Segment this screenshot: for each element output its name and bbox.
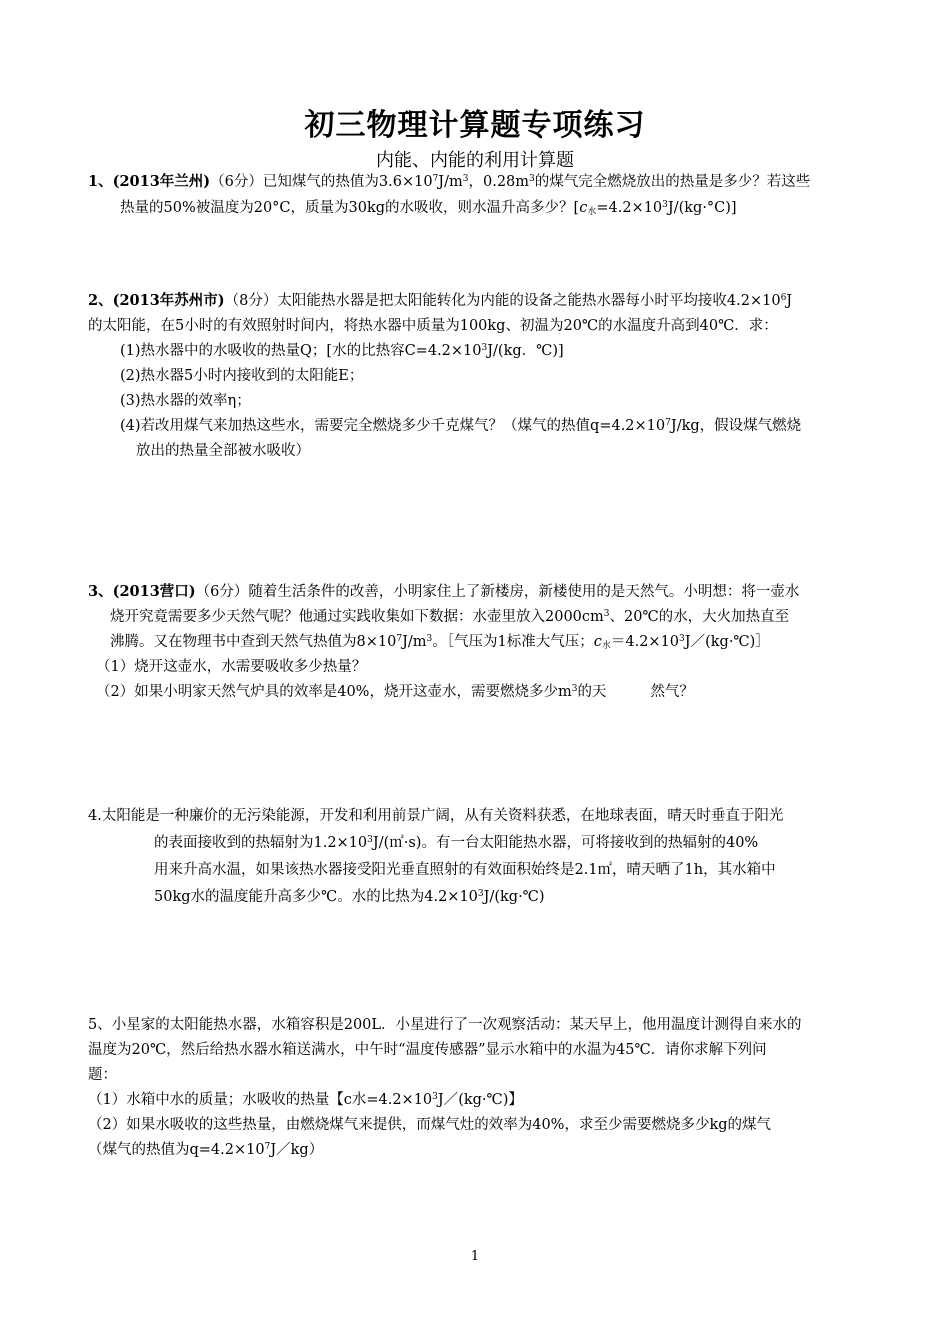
q2-number: 2、 <box>88 292 113 309</box>
q3-line-2: 烧开究竟需要多少天然气呢？他通过实践收集如下数据：水壶里放入$2000cm^3$、20℃的水，大火加热直至 <box>110 609 790 625</box>
q3-line-3: 沸腾。又在物理书中查到天然气热值为$8\times 10^7J/m^3$。［气压为1标准大气压；$c_水=4.2\times 10^3J/(kg\cdot℃)]$ <box>110 634 770 651</box>
q2-sub-4: (4)若改用煤气来加热这些水，需要完全燃烧多少千克煤气？（煤气的热值$q=4.2\times 10^7J/kg$，假设煤气燃烧 <box>120 418 802 434</box>
q2-line-1: 2、(2013年苏州市)（8分）太阳能热水器是把太阳能转化为内能的设备之能热水器每小时平均接收$4.2\times 10^6J$ <box>88 292 793 309</box>
page-number: 1 <box>470 1249 480 1264</box>
q2-source: (2013年苏州市) <box>112 292 225 309</box>
q1-number: 1、 <box>88 173 113 190</box>
q4-line-3: 用来升高水温，如果该热水器接受阳光垂直照射的有效面积始终是2.1㎡，晴天晒了1h，其水箱中 <box>154 862 776 878</box>
q5-line-1: 5、小星家的太阳能热水器，水箱容积是200L．小星进行了一次观察活动：某天早上，他用温度计测得自来水的 <box>88 1017 802 1033</box>
q4-line-2: 的表面接收到的热辐射为$1.2\times 10^3J/(㎡\cdot s)$。有一台太阳能热水器，可将接收到的热辐射的40% <box>154 835 759 851</box>
q2-sub-4-cont: 放出的热量全部被水吸收） <box>136 443 310 459</box>
q2-line-2: 的太阳能，在5小时的有效照射时间内，将热水器中质量为100kg、初温为20℃的水温度升高到40℃．求： <box>88 318 778 334</box>
q5-line-2: 温度为20℃，然后给热水器水箱送满水，中午时“温度传感器”显示水箱中的水温为45℃．请你求解下列问 <box>88 1042 767 1058</box>
q1-line-1: 1、(2013年兰州)（6分）已知煤气的热值为$3.6\times 10^7J/m^3$，$0.28m^3$的煤气完全燃烧放出的热量是多少？若这些 <box>88 173 811 190</box>
q4-line-4: 50kg水的温度能升高多少℃。水的比热为$4.2\times 10^3J/(kg\cdot℃)$ <box>154 889 545 905</box>
q2-sub-3: (3)热水器的效率η； <box>120 393 251 409</box>
q5-sub-2-cont: （煤气的热值为$q=4.2\times 10^7J/kg$） <box>88 1142 324 1158</box>
q3-number: 3、 <box>88 583 113 600</box>
q3-sub-1: （1）烧开这壶水，水需要吸收多少热量？ <box>96 659 367 675</box>
q3-sub-2: （2）如果小明家天然气炉具的效率是40%，烧开这壶水，需要燃烧多少$m^3$的天 然气？ <box>96 684 694 700</box>
q3-source: (2013营口) <box>112 583 196 600</box>
q5-line-3: 题： <box>88 1067 117 1083</box>
q2-sub-1: (1)热水器中的水吸收的热量Q；[水的比热容$C=4.2\times 10^3J/(kg$．℃)] <box>120 343 564 359</box>
q5-sub-1: （1）水箱中水的质量；水吸收的热量【c水$=4.2\times 10^3J/(kg\cdot℃)$】 <box>88 1092 523 1108</box>
q1-source: (2013年兰州) <box>112 173 211 190</box>
q4-line-1: 4.太阳能是一种廉价的无污染能源，开发和利用前景广阔，从有关资料获悉，在地球表面，晴天时垂直于阳光 <box>88 808 784 824</box>
q3-line-1: 3、(2013营口)（6分）随着生活条件的改善，小明家住上了新楼房，新楼使用的是天然气。小明想：将一壶水 <box>88 583 800 600</box>
page-subtitle: 内能、内能的利用计算题 <box>376 150 574 171</box>
q1-line-2: 热量的50%被温度为20°C，质量为30kg的水吸收，则水温升高多少？$[c_水=4.2\times 10^3J/(kg\cdot^\circ C)]$ <box>120 200 737 217</box>
q2-sub-2: (2)热水器5小时内接收到的太阳能E； <box>120 368 364 384</box>
page-title: 初三物理计算题专项练习 <box>304 108 646 143</box>
q5-sub-2: （2）如果水吸收的这些热量，由燃烧煤气来提供，而煤气灶的效率为40%，求至少需要燃烧多少kg的煤气 <box>88 1117 772 1133</box>
